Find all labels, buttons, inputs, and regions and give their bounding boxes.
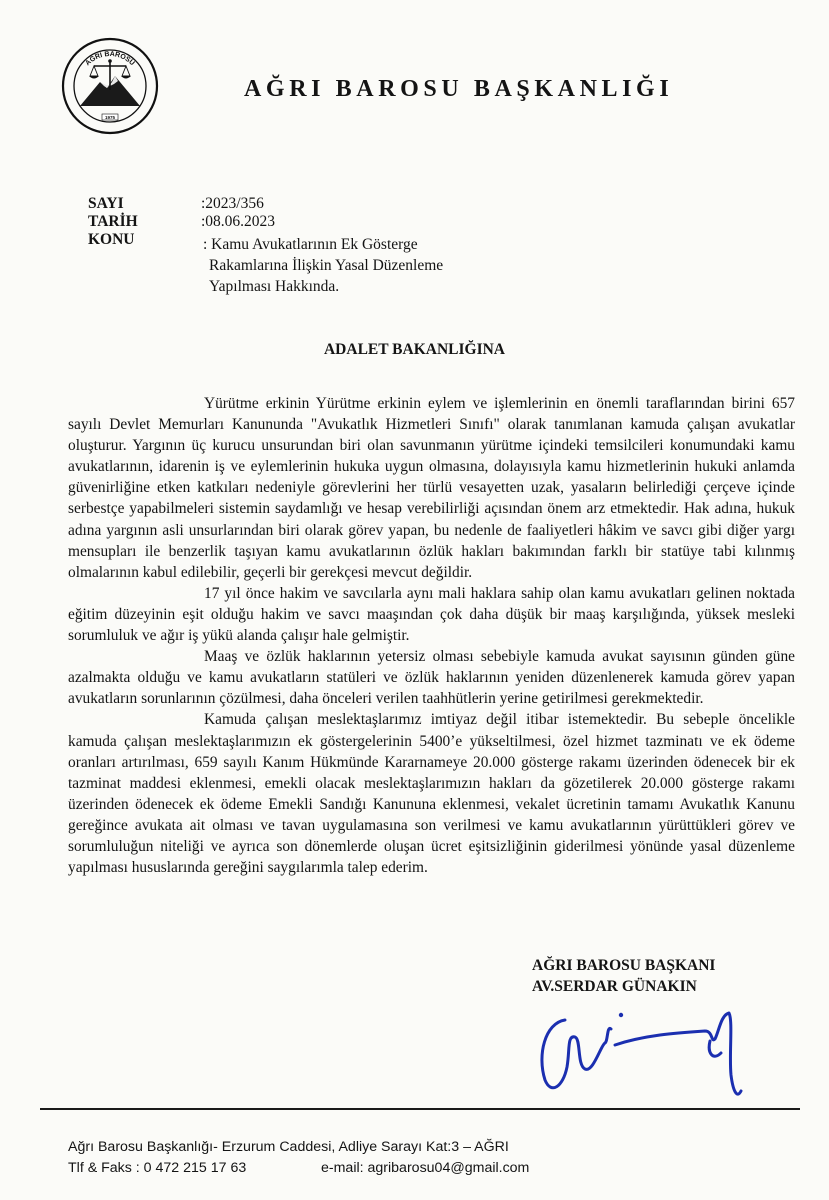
- bar-association-logo: [60, 36, 160, 136]
- body-paragraph: Maaş ve özlük haklarının yetersiz olması sebebiyle kamuda avukat sayısının günden güne azalmakta olduğu ve kamu avukatların statüleri ve özlük haklarının yeniden düzenlenerek kamuda görev yapan avukatların sorunlarının çözülmesi, daha önceleri verilen taahhütlerin yerine getirilmesi gerekmektedir.: [68, 648, 795, 708]
- signatory-title: AĞRI BAROSU BAŞKANI: [532, 957, 716, 974]
- footer-contact-line: [68, 1158, 529, 1179]
- logo-arc-text: AĞRI BAROSU: [84, 50, 136, 68]
- recipient-heading: ADALET BAKANLIĞINA: [323, 341, 505, 358]
- tarih-label: TARİH: [88, 213, 138, 230]
- tarih-value: :08.06.2023: [201, 213, 276, 230]
- subject-line: Yapılması Hakkında.: [209, 278, 340, 295]
- signature-block: [532, 955, 715, 997]
- body-paragraph: 17 yıl önce hakim ve savcılarla aynı mali haklara sahip olan kamu avukatları gelinen noktada eğitim düzeyinin eşit olduğu hakim ve savcı maaşından çok daha düşük bir maaş karşılığında, yüksek mesleki sorumluluk ve ağır iş yükü alanda çalışır hale gelmiştir.: [68, 584, 795, 645]
- signatory-name: AV.SERDAR GÜNAKIN: [532, 978, 697, 995]
- footer-email: e-mail: agribarosu04@gmail.com: [321, 1160, 530, 1176]
- body-paragraph: Kamuda çalışan meslektaşlarımız imtiyaz değil itibar istemektedir. Bu sebeple öncelikle kamuda çalışan meslektaşlarımızın ek göstergelerinin 5400’e yükseltilmesi, özel hizmet tazminatı ve ek ödeme oranları artırılması, 659 sayılı Kanım Hükmünde Kararnameye 20.000 gösterge rakamı üzerinden ödenecek bir ek tazminat maddesi eklenmesi, emekli olacak meslektaşlarımızın hakları da gözetilerek 20.000 gösterge rakamı üzerinden ödenecek ek ödeme Emekli Sandığı Kanununa eklenmesi, vekalet ücretinin tamamı Avukatlık Kanunu gereğince avukata ait olması ve tavan uygulamasına son verilmesi ve kamu avukatlarının yürüttükleri görev ve sorumluluğun niteliği ve ayrıca son dönemlerde oluşan ücret eşitsizliğinin giderilmesi yönünde yasal düzenleme yapılması hususlarında gereğini saygılarımla talep ederim.: [68, 711, 795, 877]
- logo-year: 1975: [104, 115, 116, 120]
- subject-line: Rakamlarına İlişkin Yasal Düzenleme: [209, 257, 444, 274]
- footer-address: Ağrı Barosu Başkanlığı- Erzurum Caddesi, Adliye Sarayı Kat:3 – AĞRI: [68, 1139, 509, 1155]
- signature-scribble-icon: [515, 995, 765, 1110]
- sayi-value: :2023/356: [201, 195, 264, 212]
- body-paragraph: Yürütme erkinin Yürütme erkinin eylem ve işlemlerinin en önemli taraflarından birini 657 sayılı Devlet Memurları Kanununda "Avukatlık Hizmetleri Sınıfı" olarak tanımlanan kamuda çalışan avukatlar oluşturur. Yargının üç kurucu unsurundan biri olan savunmanın yürütme içindeki temsilcileri konumundaki kamu avukatlarının, idarenin iş ve eylemlerinin hukuka uygun olmasına, dolayısıyla kamu hizmetlerinin hukuki anlamda güvenirliğine etken katkıları nedeniyle görevlerini her türlü vesayetten uzak, yasaların belirlediği çerçeve içinde serbestçe yapabilmeleri sistemin saydamlığı ve hesap verebilirliği açısından önem arz etmektedir. Hak adına, hukuk adına yargının asli unsurlarından biri olarak görev yapan, bu nedenle de faaliyetleri hâkim ve savcı gibi diğer yargı mensupları ile benzerlik taşıyan kamu avukatlarının özlük hakları bakımından farklı bir statüye tabi kılınmış olmalarının kabul edilebilir, geçerli bir gerekçesi mevcut değildir.: [68, 395, 795, 581]
- footer: [68, 1137, 529, 1179]
- subject-line: : Kamu Avukatlarının Ek Gösterge: [203, 236, 418, 253]
- scales-of-justice-emblem-icon: [60, 36, 160, 136]
- letter-body: [68, 393, 795, 878]
- subject-text: [203, 234, 443, 297]
- konu-label: KONU: [88, 231, 135, 248]
- sayi-label: SAYI: [88, 195, 124, 212]
- handwritten-signature: [515, 995, 765, 1110]
- footer-phone: Tlf & Faks : 0 472 215 17 63: [68, 1160, 247, 1176]
- footer-divider: [40, 1108, 800, 1110]
- organization-title: AĞRI BAROSU BAŞKANLIĞI: [244, 76, 674, 102]
